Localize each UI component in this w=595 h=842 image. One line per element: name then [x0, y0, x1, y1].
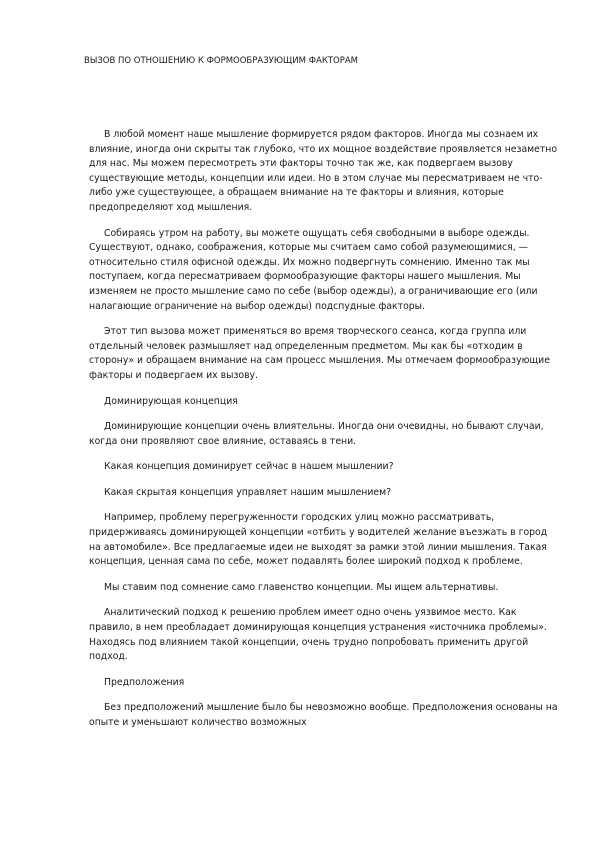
paragraph: Доминирующие концепции очень влиятельны. Иногда они очевидны, но бывают случаи, когда они проявляют свое влияние, оставаясь в тени.: [89, 421, 544, 447]
document-body: [89, 128, 559, 742]
paragraph: В любой момент наше мышление формируется рядом факторов. Иногда мы сознаем их влияние, иногда они скрыты так глубоко, что их мощное воздействие проявляется незаметно для нас. Мы можем пересмотреть эти факторы точно так же, как подвергаем вызову существующие методы, концепции или идеи. Но в этом случае мы пересматриваем не что-либо уже существующее, а обращаем внимание на те факторы и влияния, которые предопределяют ход мышления.: [89, 129, 558, 213]
question-line: Какая концепция доминирует сейчас в нашем мышлении?: [104, 461, 394, 473]
document-title: ВЫЗОВ ПО ОТНОШЕНИЮ К ФОРМООБРАЗУЮЩИМ ФАКТОРАМ: [84, 56, 359, 66]
paragraph: Без предположений мышление было бы невозможно вообще. Предположения основаны на опыте и уменьшают количество возможных: [89, 702, 558, 728]
paragraph: Этот тип вызова может применяться во время творческого сеанса, когда группа или отдельный человек размышляет над определенным предметом. Мы как бы «отходим в сторону» и обращаем внимание на сам процесс мышления. Мы отмечаем формообразующие факторы и подвергаем их вызову.: [89, 326, 550, 381]
paragraph: Например, проблему перегруженности городских улиц можно рассматривать, придерживаясь доминирующей концепции «отбить у водителей желание въезжать в город на автомобиле». Все предлагаемые идеи не выходят за рамки этой линии мышления. Такая концепция, ценная сама по себе, может подавлять более широкий подход к проблеме.: [89, 512, 548, 568]
paragraph: Аналитический подход к решению проблем имеет одно очень уязвимое место. Как правило, в нем преобладает доминирующая концепция устранения «источника проблемы». Находясь под влиянием такой концепции, очень трудно попробовать применить другой подход.: [89, 607, 547, 663]
question-line: Какая скрытая концепция управляет нашим мышлением?: [104, 486, 392, 498]
paragraph: Мы ставим под сомнение само главенство концепции. Мы ищем альтернативы.: [104, 581, 499, 593]
paragraph: Собираясь утром на работу, вы можете ощущать себя свободными в выборе одежды. Существуют, однако, соображения, которые мы считаем само собой разумеющимися, — относительно стиля офисной одежды. Их можно подвергнуть сомнению. Именно так мы поступаем, когда пересматриваем формообразующие факторы нашего мышления. Мы изменяем не просто мышление само по себе (выбор одежды), а ограничивающие его (или налагающие ограничение на выбор одежды) подспудные факторы.: [89, 227, 538, 312]
section-heading-assumptions: Предположения: [104, 676, 185, 688]
section-heading-dominant-concept: Доминирующая концепция: [104, 395, 238, 407]
